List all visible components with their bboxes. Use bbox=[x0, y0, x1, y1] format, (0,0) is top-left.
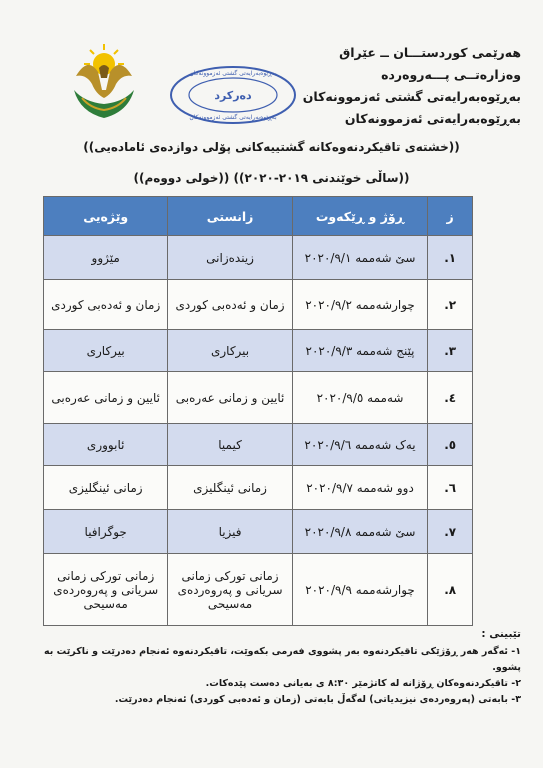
row-number: ٧. bbox=[428, 510, 473, 554]
document-title: ((خشتەی تاقیکردنەوەکانە گشتییەکانی پۆلی دوازدەی ئامادەیی)) bbox=[83, 140, 460, 154]
notes-heading: تێبینی : bbox=[481, 628, 521, 640]
row-date: شەممە ٢٠٢٠/٩/٥ bbox=[292, 372, 428, 424]
row-literary-subject: زمانی ئینگلیزی bbox=[44, 466, 168, 510]
row-number: ٢. bbox=[428, 280, 473, 330]
stamp-outer-text-bottom: بەڕێوەبەرایەتی گشتی ئەزموونەکان bbox=[189, 114, 277, 121]
row-number: ٣. bbox=[428, 330, 473, 372]
row-science-subject: فیزیا bbox=[168, 510, 292, 554]
table-row bbox=[44, 330, 473, 372]
row-date: سێ شەممە ٢٠٢٠/٩/٨ bbox=[292, 510, 428, 554]
header-line: بەڕێوەبەرایەتی ئەزموونەکان bbox=[344, 111, 521, 126]
row-science-subject: زیندەزانی bbox=[168, 236, 292, 280]
row-literary-subject: مێژوو bbox=[44, 236, 168, 280]
row-date: دوو شەممە ٢٠٢٠/٩/٧ bbox=[292, 466, 428, 510]
row-science-subject: زمان و ئەدەبی کوردی bbox=[168, 280, 292, 330]
table-row bbox=[44, 554, 473, 626]
row-date: یەک شەممە ٢٠٢٠/٩/٦ bbox=[292, 424, 428, 466]
row-date: سێ شەممە ٢٠٢٠/٩/١ bbox=[292, 236, 428, 280]
row-literary-subject: بیرکاری bbox=[44, 330, 168, 372]
row-literary-subject: ئایین و زمانی عەرەبی bbox=[44, 372, 168, 424]
row-date: چوارشەممە ٢٠٢٠/٩/٢ bbox=[292, 280, 428, 330]
table-row bbox=[44, 280, 473, 330]
row-literary-subject: زمانی تورکی زمانی سریانی و پەروەردەی مەسیحی bbox=[44, 554, 168, 626]
row-number: ٤. bbox=[428, 372, 473, 424]
col-header-science: زانستی bbox=[168, 197, 292, 236]
exam-schedule-table bbox=[43, 196, 473, 626]
row-literary-subject: جوگرافیا bbox=[44, 510, 168, 554]
row-number: ٥. bbox=[428, 424, 473, 466]
note-item: ٣- بابەتی (پەروەردەی نیزیدیاتی) لەگەڵ بابەتی (زمان و ئەدەبی کوردی) ئەنجام دەدرێت. bbox=[114, 694, 521, 705]
table-header-row bbox=[44, 197, 473, 236]
col-header-literary: وێژەیی bbox=[44, 197, 168, 236]
row-number: ٨. bbox=[428, 554, 473, 626]
note-item: ١- ئەگەر هەر ڕۆژێکی تاقیکردنەوە بەر پشووی فەرمی بکەوێت، تاقیکردنەوە ئەنجام دەدرێت و ناکرێت بە پشوو. bbox=[44, 646, 521, 673]
stamp-outer-text: بەڕێوەبەرایەتی گشتی ئەزموونەکان bbox=[189, 70, 277, 77]
header-line: وەزارەتــی پـــەروەردە bbox=[381, 67, 521, 82]
row-science-subject: بیرکاری bbox=[168, 330, 292, 372]
note-item: ٢- تاقیکردنەوەکان ڕۆژانە لە کاتژمێر ٨:٣٠ ی بەیانی دەست پێدەکات. bbox=[205, 678, 521, 689]
row-number: ٦. bbox=[428, 466, 473, 510]
row-science-subject: کیمیا bbox=[168, 424, 292, 466]
row-literary-subject: ئابووری bbox=[44, 424, 168, 466]
table-row bbox=[44, 372, 473, 424]
row-date: چوارشەممە ٢٠٢٠/٩/٩ bbox=[292, 554, 428, 626]
header-line: هەرێمی کوردستـــان ــ عێراق bbox=[339, 45, 521, 60]
table-row bbox=[44, 466, 473, 510]
row-date: پێنج شەممە ٢٠٢٠/٩/٣ bbox=[292, 330, 428, 372]
header-line: بەڕێوەبەرایەتی گشتی ئەزموونەکان bbox=[302, 89, 521, 104]
organization-header bbox=[271, 42, 521, 130]
kurdistan-eagle-emblem-icon bbox=[68, 38, 140, 122]
row-science-subject: ئایین و زمانی عەرەبی bbox=[168, 372, 292, 424]
document-subtitle: ((ساڵی خوێندنی ٢٠١٩-٢٠٢٠)) ((خولی دووەم)) bbox=[133, 171, 410, 185]
stamp-inner-text: دەرکرد bbox=[214, 89, 252, 102]
table-row bbox=[44, 424, 473, 466]
row-literary-subject: زمان و ئەدەبی کوردی bbox=[44, 280, 168, 330]
row-number: ١. bbox=[428, 236, 473, 280]
col-header-number: ز bbox=[428, 197, 473, 236]
row-science-subject: زمانی ئینگلیزی bbox=[168, 466, 292, 510]
table-row bbox=[44, 510, 473, 554]
table-row bbox=[44, 236, 473, 280]
notes-section bbox=[21, 626, 521, 708]
row-science-subject: زمانی تورکی زمانی سریانی و پەروەردەی مەسیحی bbox=[168, 554, 292, 626]
col-header-date: ڕۆژ و ڕێکەوت bbox=[292, 197, 428, 236]
